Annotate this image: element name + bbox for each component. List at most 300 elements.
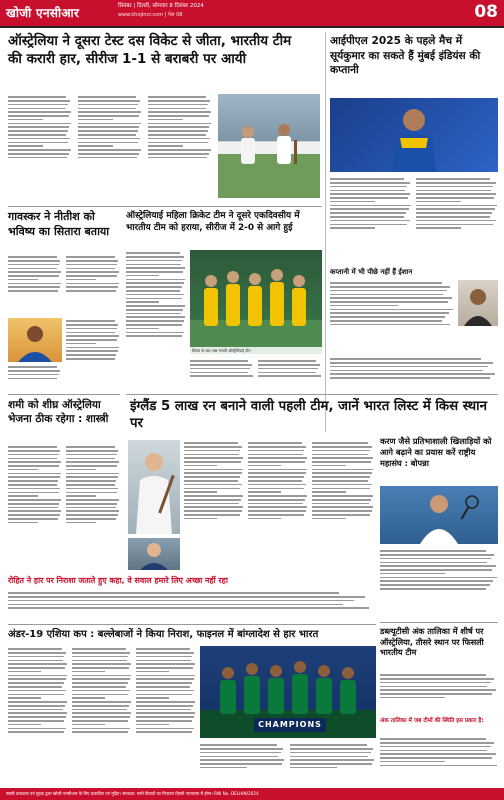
text-line [8,446,57,448]
text-line [330,282,442,284]
text-line [330,193,410,195]
ipl-headline: आईपीएल 2025 के पहले मैच में सूर्यकुमार का सकते हैं मुंबई इंडियंस की कप्तानी [330,35,481,76]
text-line [148,149,211,151]
text-line [330,312,449,314]
text-line [72,686,126,688]
text-line [72,678,130,680]
text-line [184,472,242,474]
text-line [200,767,247,769]
text-line [8,260,60,262]
text-line [148,145,183,147]
wtc-subhead: अंक तालिका में जब टीमों की स्थिति इस प्रकार है: [380,718,484,724]
shami-body-col-2 [66,444,120,572]
text-line [312,499,371,501]
text-line [248,457,307,459]
text-line [148,134,206,136]
text-line [290,748,373,750]
text-line [380,674,486,676]
text-line [312,472,372,474]
text-line [126,328,159,330]
text-line [330,373,495,375]
text-line [136,705,193,707]
text-line [126,286,182,288]
text-line [184,454,239,456]
gavaskar-body-col-1 [8,254,62,314]
text-line [136,667,193,669]
section-divider-2 [8,394,120,395]
text-line [200,756,278,758]
page-number: 08 [474,2,498,22]
section-divider-3 [126,394,498,395]
text-line [148,138,210,140]
text-line [66,256,115,258]
text-line [330,366,488,368]
text-line [8,660,63,662]
publication-title: खोजी एनसीआर [6,6,80,20]
text-line [78,134,136,136]
text-line [416,193,496,195]
text-line [8,682,64,684]
text-line [8,366,57,368]
text-line [126,252,180,254]
women-team-photo [190,250,322,354]
text-line [8,115,69,117]
text-line [258,372,316,374]
text-line [66,495,96,497]
text-line [330,362,493,364]
text-line [312,450,370,452]
text-line [66,343,96,345]
text-line [66,320,115,322]
text-line [330,190,405,192]
text-line [330,305,398,307]
text-line [126,298,182,300]
lead-photo [218,94,320,198]
text-line [8,454,59,456]
text-line [72,652,130,654]
text-line [8,488,60,490]
text-line [8,694,64,696]
text-line [136,728,194,730]
text-line [8,592,339,594]
text-line [8,138,70,140]
text-line [66,458,115,460]
text-line [330,294,443,296]
text-line [8,667,65,669]
text-line [72,728,130,730]
masthead-rule [0,26,504,28]
nitish-photo [8,318,62,362]
text-line [8,671,41,673]
text-line [8,480,58,482]
lead-body-col-1 [8,94,72,198]
text-line [8,130,68,132]
masthead-date: सितंबर | दिल्ली, सोमवार 8 दिसंबर 2024 [118,3,204,9]
text-line [190,364,252,366]
text-line [8,111,71,113]
text-line [8,465,59,467]
text-line [416,208,495,210]
text-line [330,286,450,288]
text-line [126,309,183,311]
text-line [312,461,371,463]
text-line [136,656,192,658]
text-line [380,588,486,590]
text-line [416,220,496,222]
text-line [330,197,408,199]
text-line [8,370,60,372]
text-line [248,442,302,444]
text-line [190,375,253,377]
text-line [416,216,490,218]
text-line [184,510,242,512]
text-line [330,205,411,207]
text-line [136,648,190,650]
text-line [8,100,70,102]
text-line [66,461,119,463]
text-line [66,469,96,471]
text-line [126,316,185,318]
text-line [190,372,248,374]
text-line [8,678,66,680]
text-line [72,648,126,650]
text-line [184,442,238,444]
ipl-body-col-2 [416,176,498,260]
text-line [126,313,181,315]
text-line [8,716,66,718]
text-line [66,450,118,452]
text-line [136,671,169,673]
women-body-col-2 [190,358,254,390]
text-line [312,506,373,508]
text-line [8,675,67,677]
text-line [380,686,487,688]
text-line [416,201,461,203]
text-line [66,286,118,288]
text-line [136,724,169,726]
text-line [8,450,60,452]
text-line [290,763,372,765]
text-line [8,652,66,654]
text-line [136,720,192,722]
text-line [380,693,492,695]
right-column-divider [325,32,326,432]
text-line [290,756,368,758]
text-line [136,701,195,703]
text-line [78,126,139,128]
text-line [380,554,494,556]
text-line [8,648,62,650]
england-body-col-1 [184,440,244,570]
section-divider-4 [380,622,498,623]
text-line [136,686,190,688]
text-line [66,473,119,475]
text-line [66,279,96,281]
england-player-photo [128,440,180,534]
text-line [66,488,118,490]
text-line [8,461,61,463]
text-line [184,476,240,478]
text-line [136,663,195,665]
text-line [66,268,115,270]
text-line [416,224,493,226]
text-line [248,499,305,501]
text-line [312,495,373,497]
text-line [78,104,138,106]
text-line [8,119,43,121]
text-line [184,461,241,463]
text-line [126,279,185,281]
text-line [66,518,116,520]
text-line [72,682,128,684]
masthead-website: www.khojincr.com | पेज 08 [118,12,183,18]
text-line [184,514,240,516]
karan-photo [380,486,498,544]
text-line [330,301,448,303]
text-line [126,282,184,284]
text-line [8,697,41,699]
cook-photo [128,538,180,570]
text-line [8,157,67,159]
text-line [312,476,370,478]
text-line [8,701,67,703]
text-line [248,518,281,520]
text-line [8,507,58,509]
gavaskar-body-col-4 [8,364,62,388]
text-line [312,454,368,456]
text-line [8,656,64,658]
batsman-illustration [330,98,498,172]
text-line [78,123,141,125]
text-line [380,697,445,699]
text-line [136,716,194,718]
text-line [148,115,209,117]
text-line [148,157,207,159]
text-line [380,550,486,552]
text-line [72,701,131,703]
text-line [330,377,490,379]
players-illustration [218,94,320,198]
text-line [78,149,141,151]
ipl-body-col-1 [330,176,412,260]
text-line [330,370,483,372]
text-line [8,499,61,501]
text-line [200,759,284,761]
text-line [126,256,184,258]
text-line [8,126,69,128]
text-line [136,731,192,733]
text-line [8,724,41,726]
text-line [78,119,113,121]
text-line [148,142,208,144]
text-line [148,153,209,155]
england-player-illustration [128,440,180,534]
text-line [66,510,119,512]
text-line [248,484,306,486]
text-line [8,522,38,524]
u19-team-photo [200,646,376,738]
text-line [330,212,406,214]
footer-imprint: स्वामी प्रकाशक एवं मुद्रक द्वारा खोजी एनसीआर के लिए प्रकाशित एवं मुद्रित। संपादक: सभी विवादों का निपटारा दिल्ली न्यायालय में होगा। RNI No. DELHIN/2024 [0,788,504,800]
text-line [8,268,57,270]
text-line [72,675,131,677]
text-line [330,324,450,326]
text-line [380,573,445,575]
text-line [184,495,243,497]
text-line [136,675,195,677]
tennis-illustration [380,486,498,544]
text-line [8,134,66,136]
text-line [8,149,71,151]
text-line [380,580,493,582]
text-line [66,503,117,505]
text-line [184,484,242,486]
text-line [72,694,128,696]
text-line [66,332,115,334]
text-line [380,746,491,748]
text-line [148,104,208,106]
wtc-table-text [380,736,498,784]
text-line [8,720,64,722]
text-line [8,709,63,711]
text-line [72,716,130,718]
text-line [8,518,58,520]
suryakumar-photo [330,98,498,172]
text-line [258,364,320,366]
u19-headline: अंडर-19 एशिया कप : बल्लेबाजों ने किया निराश, फाइनल में बांग्लादेश से हार भारत [8,629,319,640]
karan-body [380,548,498,618]
text-line [380,577,497,579]
text-line [66,507,116,509]
text-line [8,495,38,497]
text-line [330,216,404,218]
u19-body-col-2 [72,646,132,784]
text-line [330,208,409,210]
rohit-body [8,590,376,620]
text-line [72,660,127,662]
text-line [66,492,117,494]
text-line [380,569,492,571]
text-line [8,271,61,273]
text-line [126,260,182,262]
text-line [380,678,494,680]
text-line [416,227,461,229]
text-line [330,178,404,180]
champions-banner: CHAMPIONS [254,718,326,732]
text-line [258,368,318,370]
text-line [312,514,370,516]
section-divider-1 [8,206,322,207]
text-line [136,690,194,692]
text-line [136,697,169,699]
text-line [66,264,117,266]
text-line [312,446,372,448]
text-line [380,738,486,740]
text-line [312,457,373,459]
text-line [380,584,490,586]
text-line [8,374,59,376]
text-line [312,442,368,444]
text-line [66,358,115,360]
text-line [78,130,138,132]
text-line [148,123,211,125]
text-line [312,503,369,505]
section-divider-5 [8,624,376,625]
masthead [0,0,504,26]
text-line [66,271,119,273]
text-line [72,705,129,707]
text-line [136,709,191,711]
text-line [66,476,118,478]
text-line [8,290,58,292]
text-line [78,96,136,98]
text-line [126,290,180,292]
text-line [66,514,118,516]
text-line [248,506,307,508]
text-line [416,190,491,192]
text-line [416,205,497,207]
england-body-col-2 [248,440,308,570]
text-line [330,224,407,226]
text-line [78,100,140,102]
text-line [290,759,374,761]
text-line [312,480,368,482]
text-line [8,283,61,285]
text-line [8,123,71,125]
gavaskar-headline: गावस्कर ने नीतीश को भविष्य का सितारा बताया [8,210,110,238]
text-line [200,752,281,754]
text-line [248,476,304,478]
england-headline: इंग्लैंड 5 लाख रन बनाने वाली पहली टीम, जानें भारत लिस्ट में किस स्थान पर [130,399,487,431]
text-line [184,488,240,490]
shami-headline: शमी को शीघ्र ऑस्ट्रेलिया भेजना ठीक रहेगा : शास्त्री [8,399,109,425]
text-line [148,130,208,132]
text-line [72,656,128,658]
text-line [416,178,490,180]
text-line [248,469,307,471]
text-line [8,663,67,665]
text-line [312,488,370,490]
england-body-col-3 [312,440,374,570]
text-line [148,119,183,121]
text-line [184,518,217,520]
text-line [312,491,346,493]
u19-body-col-5 [290,742,376,784]
text-line [330,309,453,311]
text-line [200,744,277,746]
text-line [148,111,211,113]
text-line [290,767,337,769]
text-line [66,350,118,352]
text-line [200,748,283,750]
text-line [126,335,182,337]
text-line [330,182,410,184]
text-line [330,290,447,292]
text-line [72,697,105,699]
text-line [416,197,494,199]
text-line [72,724,105,726]
ishan-illustration [458,280,498,326]
text-line [330,297,452,299]
text-line [136,712,195,714]
text-line [148,108,206,110]
text-line [136,694,192,696]
karan-headline: करण जैसे प्रतिभाशाली खिलाड़ियों को आगे बढ़ाने का प्रयास करें राष्ट्रीय महासंघ : बोपन्ना [380,436,492,468]
text-line [72,663,131,665]
text-line [78,138,140,140]
text-line [78,142,138,144]
text-line [66,347,119,349]
